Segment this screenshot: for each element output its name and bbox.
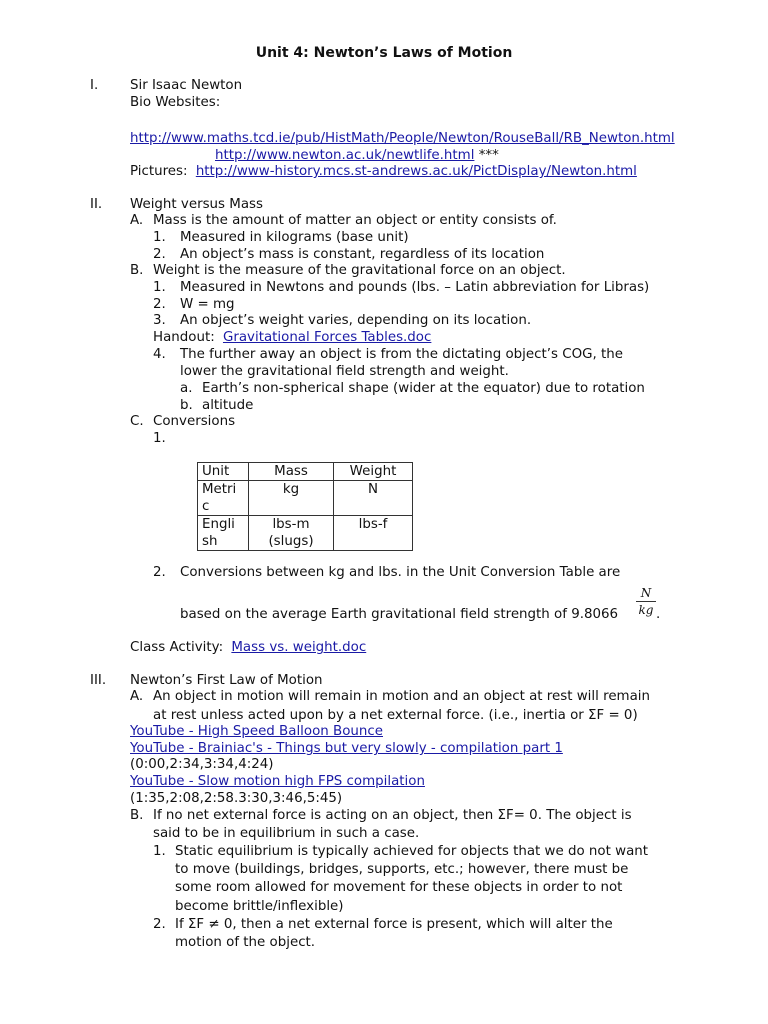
pictures-link[interactable]: http://www-history.mcs.st-andrews.ac.uk/PictDisplay/Newton.html [195,164,637,179]
s2-b3-text: An object’s weight varies, depending on its location. [180,313,532,328]
s3-b2-marker: 2. [153,917,166,932]
section-3-heading: Newton’s First Law of Motion [130,673,323,688]
table-cell-unit-metric: Metri c [198,481,249,516]
s3-b1-line3: some room allowed for movement for these objects in order to not [175,880,623,895]
section-2-heading: Weight versus Mass [130,197,263,212]
page-title: Unit 4: Newton’s Laws of Motion [255,45,513,61]
brainiac-timestamps: (0:00,2:34,3:34,4:24) [130,757,274,772]
handout-label: Handout: [153,330,215,345]
s2-a1-text: Measured in kilograms (base unit) [180,230,409,245]
s2-a-text: Mass is the amount of matter an object or entity consists of. [153,213,557,228]
table-header-weight: Weight [334,463,413,481]
bio-link-newton-ac[interactable]: http://www.newton.ac.uk/newtlife.html [215,148,475,163]
s2-b-text: Weight is the measure of the gravitational force on an object. [153,263,566,278]
table-row [198,481,413,516]
s2-c-marker: C. [130,414,144,429]
s2-b1-text: Measured in Newtons and pounds (lbs. – Latin abbreviation for Libras) [180,280,650,295]
s2-b4b-marker: b. [180,398,193,413]
s2-b4-line1: The further away an object is from the dictating object’s COG, the [180,347,623,362]
youtube-link-slowmo[interactable]: YouTube - Slow motion high FPS compilation [130,774,425,789]
unit-fraction-n-per-kg [635,585,657,618]
table-cell-weight-english: lbs-f [334,516,413,551]
s2-c2-marker: 2. [153,565,166,580]
s3-b-line1: If no net external force is acting on an object, then ΣF= 0. The object is [153,808,632,823]
s3-a-marker: A. [130,689,144,704]
s3-b2-line1: If ΣF ≠ 0, then a net external force is present, which will alter the [175,917,613,932]
s2-c2-line2: based on the average Earth gravitational field strength of 9.8066 [180,607,619,622]
bio-websites-label: Bio Websites: [130,95,221,110]
s2-b4-line2: lower the gravitational field strength and weight. [180,364,509,379]
s2-b4b-text: altitude [202,398,254,413]
s2-a2-text: An object’s mass is constant, regardless of its location [180,247,545,262]
class-activity-label: Class Activity: [130,640,224,655]
s2-b-marker: B. [130,263,144,278]
s2-a1-marker: 1. [153,230,166,245]
table-header-mass: Mass [249,463,334,481]
s2-b4a-text: Earth’s non-spherical shape (wider at the equator) due to rotation [202,381,645,396]
bio-link-rouseball[interactable]: http://www.maths.tcd.ie/pub/HistMath/People/Newton/RouseBall/RB_Newton.html [130,131,675,146]
conversion-table [197,462,413,551]
s3-b1-line2: to move (buildings, bridges, supports, etc.; however, there must be [175,862,629,877]
section-1-numeral: I. [90,78,99,93]
s2-b4-marker: 4. [153,347,166,362]
slowmo-timestamps: (1:35,2:08,2:58.3:30,3:46,5:45) [130,791,343,806]
s2-c-text: Conversions [153,414,236,429]
pictures-label: Pictures: [130,164,188,179]
s3-b-line2: said to be in equilibrium in such a case. [153,826,420,841]
stars-note: *** [478,148,499,163]
s3-a-line1: An object in motion will remain in motion and an object at rest will remain [153,689,651,704]
s2-b3-marker: 3. [153,313,166,328]
youtube-link-brainiac[interactable]: YouTube - Brainiac's - Things but very slowly - compilation part 1 [130,741,563,756]
table-row [198,516,413,551]
handout-link[interactable]: Gravitational Forces Tables.doc [222,330,432,345]
table-header-unit: Unit [198,463,249,481]
fraction-denominator: kg [638,603,654,617]
s2-a2-marker: 2. [153,247,166,262]
section-2-numeral: II. [90,197,103,212]
s3-b1-marker: 1. [153,844,166,859]
s3-b1-line4: become brittle/inflexible) [175,899,344,914]
fraction-numerator: N [640,586,652,600]
table-cell-unit-english: Engli sh [198,516,249,551]
s3-a-line2: at rest unless acted upon by a net external force. (i.e., inertia or ΣF = 0) [153,708,638,723]
s3-b2-line2: motion of the object. [175,935,316,950]
s2-c1-marker: 1. [153,431,166,446]
section-3-numeral: III. [90,673,107,688]
youtube-link-balloon[interactable]: YouTube - High Speed Balloon Bounce [130,724,383,739]
s3-b1-line1: Static equilibrium is typically achieved for objects that we do not want [175,844,649,859]
s2-c2-line1: Conversions between kg and lbs. in the Unit Conversion Table are [180,565,621,580]
table-cell-mass-english: lbs-m (slugs) [249,516,334,551]
s2-b1-marker: 1. [153,280,166,295]
s3-b-marker: B. [130,808,144,823]
table-header-row [198,463,413,481]
table-cell-mass-metric: kg [249,481,334,516]
s2-b2-marker: 2. [153,297,166,312]
s2-c2-period: . [656,607,661,622]
table-cell-weight-metric: N [334,481,413,516]
section-1-heading: Sir Isaac Newton [130,78,243,93]
s2-a-marker: A. [130,213,144,228]
s2-b2-text: W = mg [180,297,235,312]
s2-b4a-marker: a. [180,381,193,396]
class-activity-link[interactable]: Mass vs. weight.doc [231,640,367,655]
